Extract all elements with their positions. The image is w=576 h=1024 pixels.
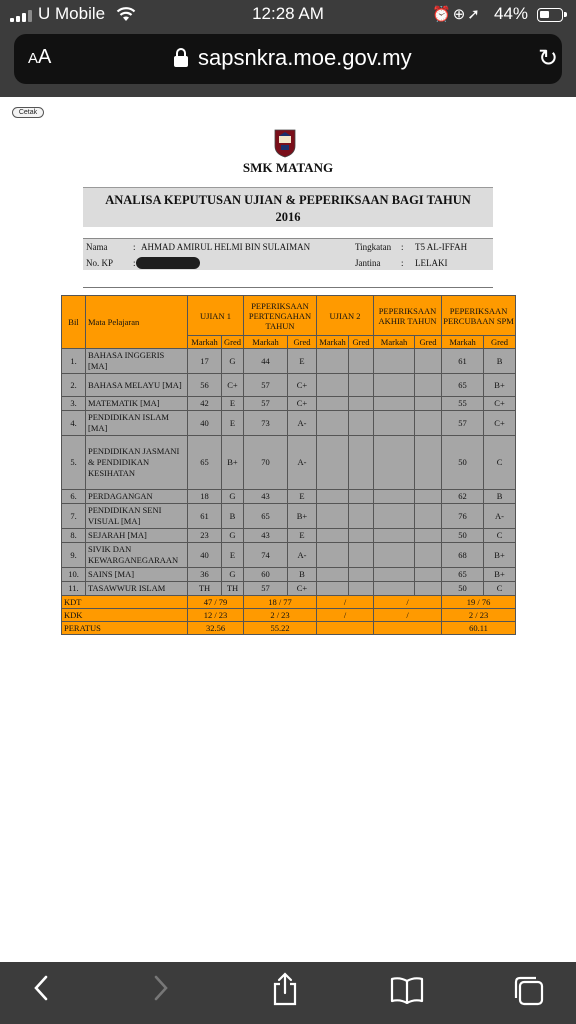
cell-gred: B [222,504,244,529]
cell-markah [374,529,415,543]
cell-markah [317,568,349,582]
table-row [62,543,516,568]
class-sep: : [401,242,404,252]
cell-gred [349,397,374,411]
summary-ujian1: 32.56 [188,622,244,635]
cell-markah: 73 [244,411,288,436]
cell-gred: B+ [484,543,516,568]
header-gred: Gred [288,336,317,349]
cell-gred [349,529,374,543]
table-row [62,568,516,582]
cell-markah: 17 [188,349,222,374]
cell-gred: B+ [484,568,516,582]
cell-gred: C [484,436,516,490]
table-row [62,529,516,543]
report-title-line1: ANALISA KEPUTUSAN UJIAN & PEPERIKSAAN BAGI TAHUN [105,193,471,207]
share-icon[interactable] [270,972,300,1013]
summary-ujian1: 47 / 79 [188,596,244,609]
row-bil: 9. [62,543,86,568]
header-gred: Gred [222,336,244,349]
summary-percubaan: 2 / 23 [442,609,516,622]
tabs-icon[interactable] [512,974,546,1015]
table-row [62,397,516,411]
cell-markah: 61 [442,349,484,374]
cell-gred: C [484,529,516,543]
cell-gred: C [484,582,516,596]
cell-markah [374,490,415,504]
cell-markah: 57 [442,411,484,436]
gender-value: LELAKI [415,258,448,268]
table-row [62,436,516,490]
cell-markah [374,349,415,374]
cell-markah: 23 [188,529,222,543]
row-bil: 3. [62,397,86,411]
cell-gred [349,436,374,490]
cell-gred [349,411,374,436]
cell-markah: 57 [244,374,288,397]
row-subject: SIVIK DAN KEWARGANEGARAAN [86,543,188,568]
report-title [83,187,493,227]
cell-markah [317,411,349,436]
header-ujian2: UJIAN 2 [317,296,374,336]
cell-markah: 65 [442,568,484,582]
summary-akhir: / [374,596,442,609]
cell-markah: 36 [188,568,222,582]
cell-gred: B [484,349,516,374]
class-label: Tingkatan [355,242,392,252]
row-bil: 8. [62,529,86,543]
cell-gred: E [222,411,244,436]
alarm-icon: ⏰ [432,6,453,23]
status-time: 12:28 AM [252,4,324,23]
cell-markah: 68 [442,543,484,568]
cell-gred: B+ [222,436,244,490]
row-subject: PENDIDIKAN ISLAM [MA] [86,411,188,436]
header-percubaan: PEPERIKSAAN PERCUBAAN SPM [442,296,516,336]
summary-pertengahan: 55.22 [244,622,317,635]
cell-gred: B+ [288,504,317,529]
cell-gred: B [484,490,516,504]
summary-label: KDK [62,609,188,622]
row-subject: PENDIDIKAN JASMANI & PENDIDIKAN KESIHATAN [86,436,188,490]
cell-gred: TH [222,582,244,596]
cell-markah: 60 [244,568,288,582]
table-row [62,582,516,596]
summary-ujian2 [317,622,374,635]
cell-markah: 56 [188,374,222,397]
cell-markah: 50 [442,436,484,490]
row-subject: TASAWWUR ISLAM [86,582,188,596]
cell-gred [415,411,442,436]
ic-label: No. KP [86,258,114,268]
cell-markah: 74 [244,543,288,568]
cell-markah: 44 [244,349,288,374]
header-ujian1: UJIAN 1 [188,296,244,336]
cell-gred [415,529,442,543]
cell-gred [349,490,374,504]
battery-icon [537,8,563,22]
table-row [62,349,516,374]
name-sep: : [133,242,136,252]
row-bil: 1. [62,349,86,374]
cell-gred [349,582,374,596]
school-name: SMK MATANG [242,160,334,175]
summary-akhir: / [374,609,442,622]
cell-markah [374,436,415,490]
row-subject: MATEMATIK [MA] [86,397,188,411]
summary-row [62,622,516,635]
cell-markah: 40 [188,411,222,436]
summary-row [62,596,516,609]
student-name: AHMAD AMIRUL HELMI BIN SULAIMAN [141,242,311,252]
print-button[interactable]: Cetak [12,107,44,118]
cell-markah [317,504,349,529]
row-bil: 2. [62,374,86,397]
cell-gred [415,582,442,596]
header-akhir: PEPERIKSAAN AKHIR TAHUN [374,296,442,336]
cell-gred [415,397,442,411]
cell-gred: E [288,490,317,504]
cell-gred: A- [288,436,317,490]
battery-percent: 44% [494,4,529,23]
cell-markah: 50 [442,529,484,543]
cell-gred: C+ [288,582,317,596]
ic-sep: : [133,258,136,268]
cell-gred [349,374,374,397]
header-subject: Mata Pelajaran [86,296,188,349]
results-table [61,295,516,635]
summary-pertengahan: 2 / 23 [244,609,317,622]
row-subject: SAINS [MA] [86,568,188,582]
header-markah: Markah [244,336,288,349]
cell-gred: E [288,529,317,543]
cell-markah [317,529,349,543]
cell-gred: C+ [288,374,317,397]
cell-gred [349,349,374,374]
url-text[interactable]: sapsnkra.moe.gov.my [198,45,412,70]
cell-markah [317,374,349,397]
cell-gred [415,568,442,582]
cell-gred [349,543,374,568]
cell-gred: E [222,397,244,411]
header-markah: Markah [188,336,222,349]
header-bil: Bil [62,296,86,349]
header-markah: Markah [317,336,349,349]
reload-icon[interactable]: ↻ [538,45,559,72]
cell-markah [317,349,349,374]
cell-gred [349,504,374,529]
header-gred: Gred [415,336,442,349]
cell-gred: C+ [484,397,516,411]
row-bil: 7. [62,504,86,529]
cell-markah: 55 [442,397,484,411]
cell-gred: E [222,543,244,568]
cell-markah: 57 [244,582,288,596]
summary-akhir [374,622,442,635]
cell-markah: 65 [188,436,222,490]
cell-gred: A- [288,543,317,568]
row-subject: SEJARAH [MA] [86,529,188,543]
forward-icon[interactable] [152,974,170,1009]
summary-label: KDT [62,596,188,609]
bookmarks-icon[interactable] [390,976,424,1011]
row-subject: BAHASA INGGERIS [MA] [86,349,188,374]
divider [83,287,493,288]
cell-markah: 50 [442,582,484,596]
row-bil: 6. [62,490,86,504]
cell-gred [349,568,374,582]
table-row [62,374,516,397]
cell-gred: G [222,349,244,374]
cell-markah: 43 [244,490,288,504]
orientation-lock-icon: ⊕ [452,6,468,23]
cell-markah [374,374,415,397]
cell-markah [317,436,349,490]
summary-percubaan: 60.11 [442,622,516,635]
location-icon: ➚ [467,6,482,23]
gender-label: Jantina [355,258,381,268]
table-row [62,504,516,529]
cell-gred: G [222,490,244,504]
summary-percubaan: 19 / 76 [442,596,516,609]
summary-ujian2: / [317,609,374,622]
row-bil: 11. [62,582,86,596]
address-bar[interactable] [14,34,562,84]
lock-icon [174,48,188,68]
cell-markah: 65 [244,504,288,529]
browser-top-chrome [0,0,576,97]
row-subject: PERDAGANGAN [86,490,188,504]
status-bar [0,0,576,30]
cell-markah [374,582,415,596]
report-title-year: 2016 [275,210,301,224]
student-info [83,238,493,270]
cell-gred: B+ [484,374,516,397]
summary-row [62,609,516,622]
row-bil: 5. [62,436,86,490]
cell-gred [415,543,442,568]
cell-markah [374,397,415,411]
table-row [62,490,516,504]
cell-markah: 43 [244,529,288,543]
class-value: T5 AL-IFFAH [415,242,468,252]
back-icon[interactable] [32,974,50,1009]
cell-markah [317,490,349,504]
gender-sep: : [401,258,404,268]
summary-ujian2: / [317,596,374,609]
summary-label: PERATUS [62,622,188,635]
text-size-button[interactable]: AA [28,46,52,68]
cell-markah [317,397,349,411]
row-bil: 4. [62,411,86,436]
browser-toolbar [0,962,576,1024]
cell-gred: E [288,349,317,374]
header-gred: Gred [484,336,516,349]
cell-markah: 61 [188,504,222,529]
carrier-name: U Mobile [38,4,106,23]
cell-gred [415,504,442,529]
cell-markah: 70 [244,436,288,490]
cell-gred [415,436,442,490]
cell-gred: C+ [288,397,317,411]
row-bil: 10. [62,568,86,582]
cell-gred [415,349,442,374]
header-gred: Gred [349,336,374,349]
cell-markah [374,568,415,582]
row-subject: BAHASA MELAYU [MA] [86,374,188,397]
cell-markah: 40 [188,543,222,568]
cell-gred: A- [484,504,516,529]
cell-markah [374,504,415,529]
cell-markah [317,543,349,568]
cell-markah [317,582,349,596]
header-markah: Markah [374,336,415,349]
cell-markah: 65 [442,374,484,397]
header-markah: Markah [442,336,484,349]
cell-gred: C+ [484,411,516,436]
table-row [62,411,516,436]
summary-pertengahan: 18 / 77 [244,596,317,609]
cell-markah [374,411,415,436]
cell-gred: C+ [222,374,244,397]
name-label: Nama [86,242,108,252]
cell-gred: A- [288,411,317,436]
cell-markah [374,543,415,568]
header-pertengahan: PEPERIKSAAN PERTENGAHAN TAHUN [244,296,317,336]
cell-markah: TH [188,582,222,596]
cell-gred [415,374,442,397]
cell-markah: 18 [188,490,222,504]
cell-gred: G [222,568,244,582]
cell-markah: 42 [188,397,222,411]
cell-markah: 76 [442,504,484,529]
row-subject: PENDIDIKAN SENI VISUAL [MA] [86,504,188,529]
summary-ujian1: 12 / 23 [188,609,244,622]
school-crest-logo [273,128,297,158]
cell-markah: 57 [244,397,288,411]
cell-gred: G [222,529,244,543]
cell-gred [415,490,442,504]
ic-redacted [136,257,200,269]
cell-markah: 62 [442,490,484,504]
cell-gred: B [288,568,317,582]
